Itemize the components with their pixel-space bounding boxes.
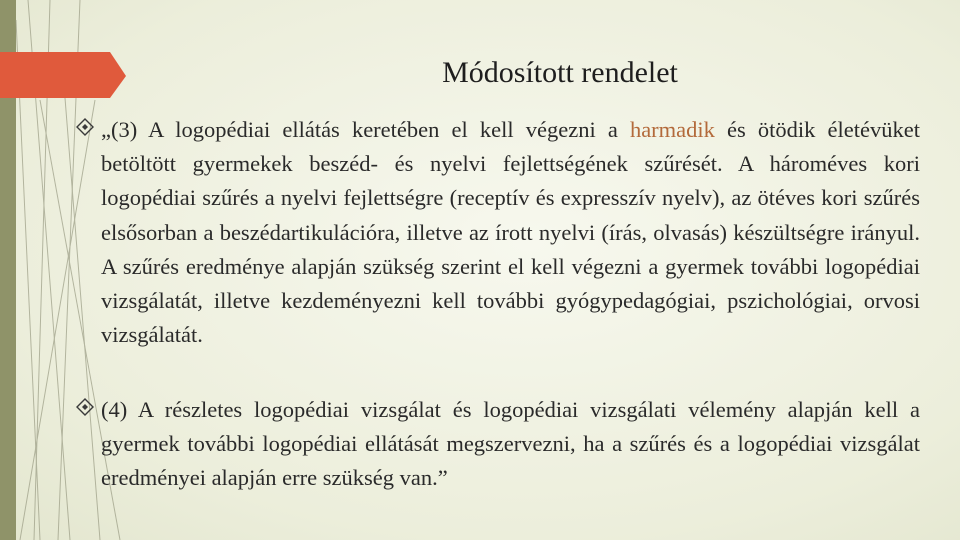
- bullet-text: (4) A részletes logopédiai vizsgálat és logopédiai vizsgálati vélemény alapján kell a gyermek további logopédiai ellátását megszervezni, ha a szűrés és a logopédiai vizsgálat eredményei alapján erre szükség van.”: [101, 397, 920, 491]
- slide-title: Módosított rendelet: [442, 56, 678, 89]
- bullet-item-3: [76, 113, 920, 352]
- diamond-bullet-icon: [76, 118, 94, 136]
- bullet-text-end: és ötödik életévüket betöltött gyermekek beszéd- és nyelvi fejlettségének szűrését. A hároméves kori logopédiai szűrés a nyelvi fejlettségre (receptív és expresszív nyelv), az ötéves kori szűrés elsősorban a beszédartikulációra, illetve az írott nyelvi (írás, olvasás) készültségre irányul. A szűrés eredménye alapján szükség szerint el kell végezni a gyermek további logopédiai vizsgálatát, illetve kezdeményezni kell további gyógypedagógiai, pszichológiai, orvosi vizsgálatát.: [101, 117, 920, 348]
- bullet-text-start: „(3) A logopédiai ellátás keretében el kell végezni a: [101, 117, 630, 142]
- highlighted-word: harmadik: [629, 117, 715, 142]
- diamond-bullet-icon: [76, 398, 94, 416]
- bullet-item-4: [76, 393, 920, 496]
- title-arrow-shape: [0, 52, 126, 98]
- bullet-text: [101, 113, 920, 352]
